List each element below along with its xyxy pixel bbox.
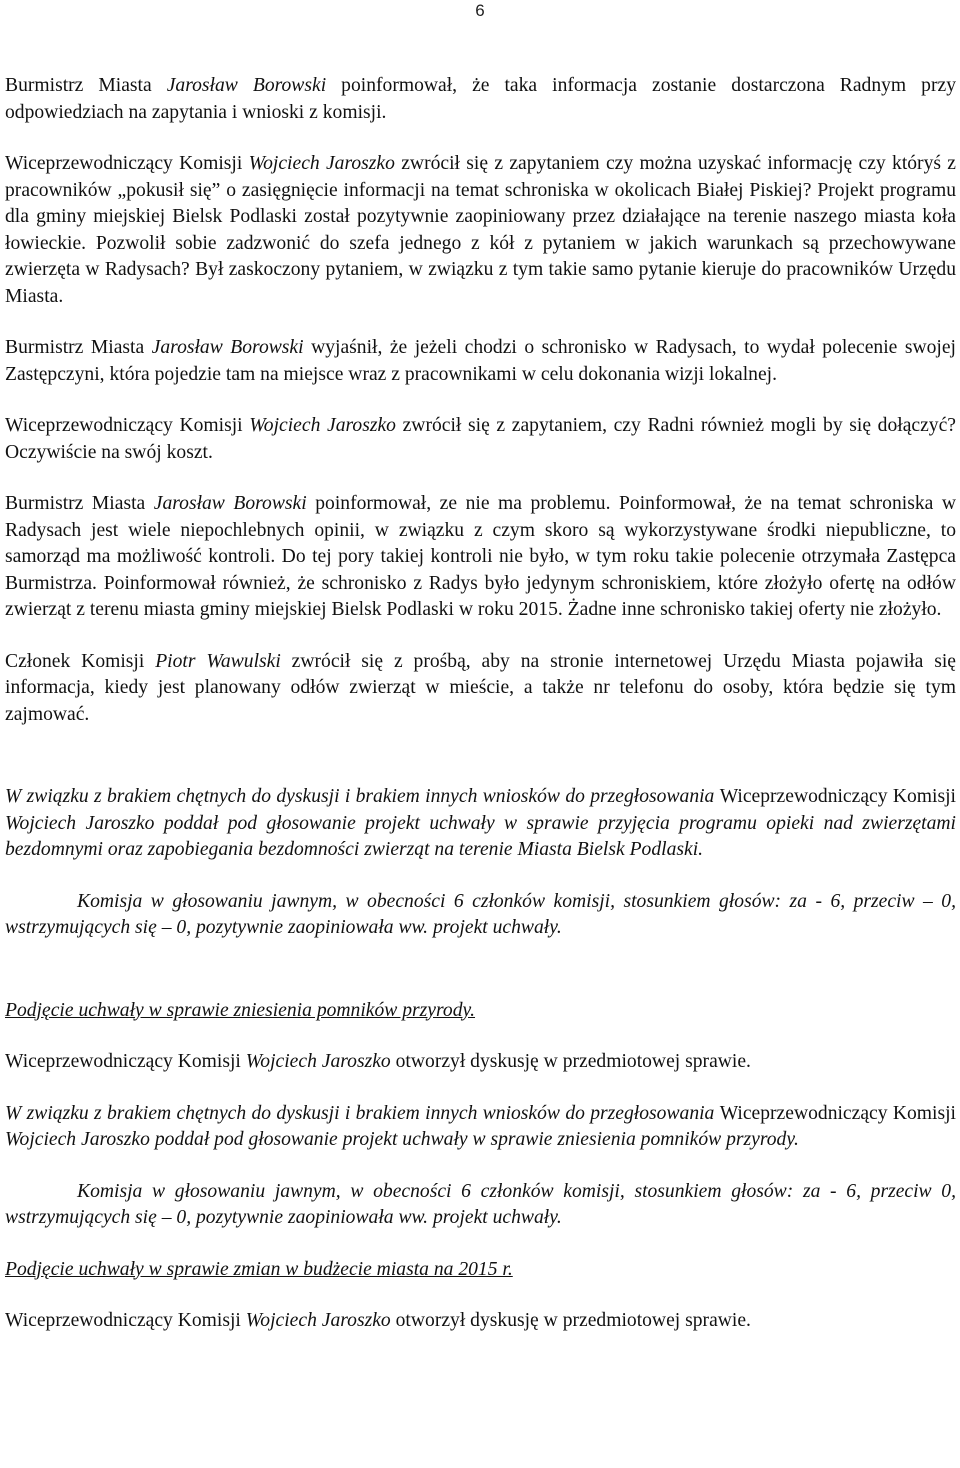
vote-lead: W związku z brakiem chętnych do dyskusji i brakiem innych wniosków do przegłosowania xyxy=(5,1102,715,1124)
paragraph-text: zwrócił się z zapytaniem, czy Radni również mogli by się dołączyć? Oczywiście na swój koszt. xyxy=(5,415,956,463)
paragraph-discussion-open-1 xyxy=(5,1049,956,1076)
paragraph-text: otworzył dyskusję w przedmiotowej sprawie. xyxy=(395,1051,751,1072)
paragraph-vice-chair-join xyxy=(5,413,956,466)
speaker-name: Jarosław Borowski xyxy=(153,493,307,514)
speaker-title: Burmistrz Miasta xyxy=(5,75,152,96)
vote-result-text: Komisja w głosowaniu jawnym, w obecności 6 członków komisji, stosunkiem głosów: za - 6, przeciw 0, wstrzymujących się – 0, pozytywnie zaopiniowała ww. projekt uchwały. xyxy=(5,1180,956,1228)
document-body xyxy=(5,73,956,1335)
speaker-name: Wojciech Jaroszko xyxy=(245,1051,391,1072)
speaker-name: Wojciech Jaroszko xyxy=(5,1129,150,1150)
paragraph-text: zwrócił się z zapytaniem czy można uzyskać informację czy któryś z pracowników „pokusił się” o zasięgnięcie informacji na temat schroniska w okolicach Białej Piskiej? Projekt programu dla gminy miejskiej Bielsk Podlaski został pozytywnie zaopiniowany przez działające na terenie naszego miasta koła łowieckie. Pozwolił sobie zadzwonić do szefa jednego z kół z pytaniem w jakich warunkach są przechowywane zwierzęta w Radysach? Był zaskoczony pytaniem, w związku z tym takie samo pytanie kieruje do pracowników Urzędu Miasta. xyxy=(5,153,957,307)
paragraph-mayor-no-problem xyxy=(5,491,956,624)
speaker-title: Wiceprzewodniczący Komisji xyxy=(5,153,243,174)
speaker-title: Wiceprzewodniczący Komisji xyxy=(719,1102,956,1124)
paragraph-text: poinformował, ze nie ma problemu. Poinformował, że na temat schroniska w Radysach jest wiele niepochlebnych opinii, w związku z czym skoro są wykorzystywane środki niepubliczne, to samorząd ma możliwość kontroli. Do tej pory takiej kontroli nie było, w tym roku takie polecenie otrzymała Zastępca Burmistrza. Poinformował również, że schronisko z Radys było jedynym schroniskiem, które złożyło ofertę na odłów zwierząt z terenu miasta gminy miejskiej Bielsk Podlaski w roku 2015. Żadne inne schronisko takiej oferty nie złożyło. xyxy=(5,493,956,620)
speaker-name: Wojciech Jaroszko xyxy=(245,1310,391,1331)
paragraph-vice-chair-question xyxy=(5,151,956,310)
speaker-name: Jarosław Borowski xyxy=(151,337,304,358)
paragraph-text: poinformował, że taka informacja zostanie dostarczona Radnym przy odpowiedziach na zapytania i wnioski z komisji. xyxy=(5,75,956,123)
paragraph-mayor-explanation xyxy=(5,335,956,388)
vote-result-text: Komisja w głosowaniu jawnym, w obecności 6 członków komisji, stosunkiem głosów: za - 6, przeciw – 0, wstrzymujących się – 0, pozytywnie zaopiniowała ww. projekt uchwały. xyxy=(5,890,956,938)
paragraph-vote-result-1 xyxy=(5,889,956,942)
paragraph-text: wyjaśnił, że jeżeli chodzi o schronisko w Radysach, to wydał polecenie swojej Zastępczyni, która pojedzie tam na miejsce wraz z pracownikami w celu dokonania wizji lokalnej. xyxy=(5,337,956,385)
speaker-name: Wojciech Jaroszko xyxy=(248,153,395,174)
paragraph-vote-result-2 xyxy=(5,1179,956,1232)
speaker-title: Burmistrz Miasta xyxy=(5,493,146,514)
paragraph-text: poddał pod głosowanie projekt uchwały w sprawie zniesienia pomników przyrody. xyxy=(154,1129,799,1150)
speaker-title: Członek Komisji xyxy=(5,650,145,672)
speaker-title: Wiceprzewodniczący Komisji xyxy=(5,1051,241,1072)
vote-lead: W związku z brakiem chętnych do dyskusji i brakiem innych wniosków do przegłosowania xyxy=(5,786,715,807)
speaker-name: Wojciech Jaroszko xyxy=(249,415,396,436)
paragraph-mayor-info xyxy=(5,73,956,126)
paragraph-text: poddał pod głosowanie projekt uchwały w sprawie przyjęcia programu opieki nad zwierzętami bezdomnymi oraz zapobiegania bezdomności zwierząt na terenie Miasta Bielsk Podlaski. xyxy=(5,812,956,860)
speaker-title: Burmistrz Miasta xyxy=(5,337,145,358)
section-heading-budget xyxy=(5,1257,956,1284)
section-heading: Podjęcie uchwały w sprawie zniesienia pomników przyrody. xyxy=(5,999,476,1021)
page-number: 6 xyxy=(475,1,485,20)
paragraph-member-request xyxy=(5,649,956,729)
section-heading-pomniki xyxy=(5,998,956,1025)
speaker-title: Wiceprzewodniczący Komisji xyxy=(5,415,243,436)
speaker-name: Wojciech Jaroszko xyxy=(5,812,155,834)
speaker-title: Wiceprzewodniczący Komisji xyxy=(5,1310,241,1331)
paragraph-text: zwrócił się z prośbą, aby na stronie internetowej Urzędu Miasta pojawiła się informacja, kiedy jest planowany odłów zwierząt w mieście, a także nr telefonu do osoby, która będzie się tym zajmować. xyxy=(5,650,956,725)
paragraph-discussion-open-2 xyxy=(5,1308,956,1335)
paragraph-text: otworzył dyskusję w przedmiotowej sprawie. xyxy=(395,1310,751,1331)
section-heading: Podjęcie uchwały w sprawie zmian w budżecie miasta na 2015 r. xyxy=(5,1258,513,1280)
paragraph-vote-call-1 xyxy=(5,784,956,864)
speaker-name: Jarosław Borowski xyxy=(166,75,327,96)
paragraph-vote-call-2 xyxy=(5,1101,956,1154)
speaker-title: Wiceprzewodniczący Komisji xyxy=(719,786,956,807)
speaker-name: Piotr Wawulski xyxy=(155,650,281,672)
